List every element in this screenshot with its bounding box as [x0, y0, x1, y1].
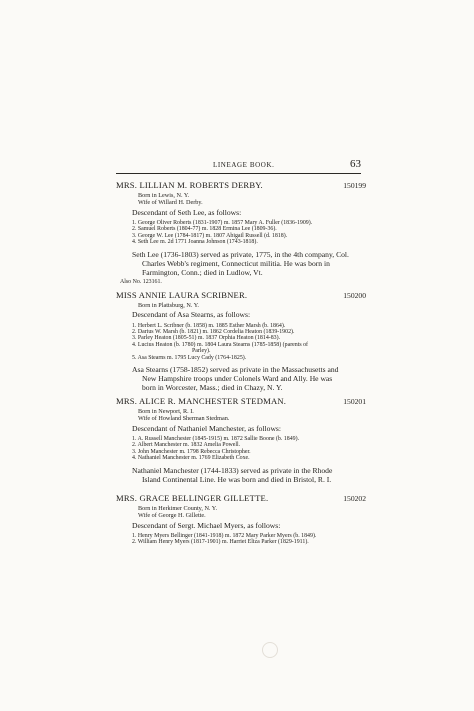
birthplace: Born in Plattsburg, N. Y. [138, 302, 199, 309]
member-number: 150200 [343, 291, 366, 300]
service-line: born in Worcester, Mass.; died in Chazy, N. Y. [142, 383, 283, 393]
lineage-item: 1. A. Russell Manchester (1845-1915) m. 1872 Sallie Boone (b. 1849). [132, 436, 300, 443]
lineage-continuation: Parley). [192, 348, 211, 355]
birthplace: Born in Lewis, N. Y. [138, 192, 190, 199]
lineage-item: 1. George Oliver Roberts (1831-1907) m. 1857 Mary A. Fuller (1836-1909). [132, 220, 313, 227]
descent-line: Descendant of Seth Lee, as follows: [132, 207, 242, 217]
lineage-item: 1. Henry Myers Bellinger (1841-1918) m. 1872 Mary Parker Myers (b. 1849). [132, 533, 317, 540]
lineage-list [116, 220, 366, 246]
also-number: Also No. 123161. [120, 278, 162, 285]
service-line: Charles Webb's regiment, Connecticut militia. He was born in [142, 258, 330, 268]
faint-stamp-mark [262, 642, 278, 658]
service-record [116, 365, 362, 392]
lineage-item: 3. George W. Lee (1784-1817) m. 1807 Abigail Russell (d. 1818). [132, 232, 288, 239]
entry-heading [116, 396, 366, 408]
member-name: MRS. ALICE R. MANCHESTER STEDMAN. [116, 396, 287, 406]
service-record [116, 466, 362, 484]
lineage-item: 4. Seth Lee m. 2d 1771 Joanna Johnson (1743-1818). [132, 239, 258, 246]
entry-heading [116, 493, 366, 505]
member-number: 150201 [343, 397, 366, 406]
member-number: 150199 [343, 181, 366, 190]
entry-heading [116, 180, 366, 192]
descent-line: Descendant of Asa Stearns, as follows: [132, 310, 251, 320]
entry-150200 [116, 290, 366, 392]
entry-150202 [116, 493, 366, 546]
lineage-list [116, 533, 366, 546]
entry-heading [116, 290, 366, 302]
lineage-item: 3. Parley Heaton (1805-51) m. 1837 Orphia Heaton (1814-83). [132, 335, 281, 342]
spouse: Wife of Willard H. Derby. [138, 199, 203, 207]
service-record [116, 250, 362, 277]
service-line: Nathaniel Manchester (1744-1833) served as private in the Rhode [132, 465, 333, 475]
member-number: 150202 [343, 494, 366, 503]
service-line: New Hampshire troops under Colonels Ward and Ally. He was [142, 374, 333, 384]
lineage-item: 4. Nathaniel Manchester m. 1769 Elizabeth Coxe. [132, 455, 250, 462]
entry-150201 [116, 396, 366, 484]
lineage-item: 1. Herbert L. Scribner (b. 1858) m. 1885 Esther Marsh (b. 1864). [132, 322, 286, 329]
member-name: MRS. GRACE BELLINGER GILLETTE. [116, 493, 269, 503]
member-name: MISS ANNIE LAURA SCRIBNER. [116, 290, 248, 300]
running-title: LINEAGE BOOK. [213, 161, 275, 169]
lineage-item: 4. Lucius Heaton (b. 1780) m. 1804 Laura Stearns (1785-1858) (parents of [132, 341, 309, 348]
service-line: Seth Lee (1736-1803) served as private, 1775, in the 4th company, Col. [132, 249, 349, 259]
service-line: Island Continental Line. He was born and died in Bristol, R. I. [142, 474, 332, 484]
lineage-item: 2. Samuel Roberts (1804-77) m. 1828 Ermina Lee (1809-36). [132, 226, 277, 233]
spouse: Wife of George H. Gillette. [138, 512, 206, 520]
lineage-item: 2. Albert Manchester m. 1832 Amelia Powell. [132, 442, 241, 449]
running-header [116, 158, 361, 172]
descent-line: Descendant of Nathaniel Manchester, as follows: [132, 423, 281, 433]
page-number: 63 [350, 158, 361, 170]
birthplace: Born in Newport, R. I. [138, 408, 194, 415]
lineage-item: 2. Darius W. Marsh (b. 1821) m. 1862 Cordelia Heaton (1839-1902). [132, 329, 295, 336]
service-line: Farmington, Conn.; died in Ludlow, Vt. [142, 267, 263, 277]
lineage-item: 5. Asa Stearns m. 1795 Lucy Cady (1764-1825). [132, 354, 247, 361]
header-rule [116, 173, 361, 174]
lineage-item: 3. John Manchester m. 1798 Rebecca Christopher. [132, 448, 251, 455]
lineage-list [116, 436, 366, 462]
entry-150199 [116, 180, 366, 286]
spouse: Wife of Howland Sherman Stedman. [138, 415, 230, 423]
service-line: Asa Stearns (1758-1852) served as private in the Massachusetts and [132, 365, 339, 375]
birthplace: Born in Herkimer County, N. Y. [138, 505, 217, 512]
descent-line: Descendant of Sergt. Michael Myers, as follows: [132, 520, 281, 530]
member-name: MRS. LILLIAN M. ROBERTS DERBY. [116, 180, 263, 190]
lineage-item: 2. William Henry Myers (1817-1901) m. Harriet Eliza Parker (1829-1911). [132, 539, 309, 546]
lineage-list [116, 323, 366, 361]
